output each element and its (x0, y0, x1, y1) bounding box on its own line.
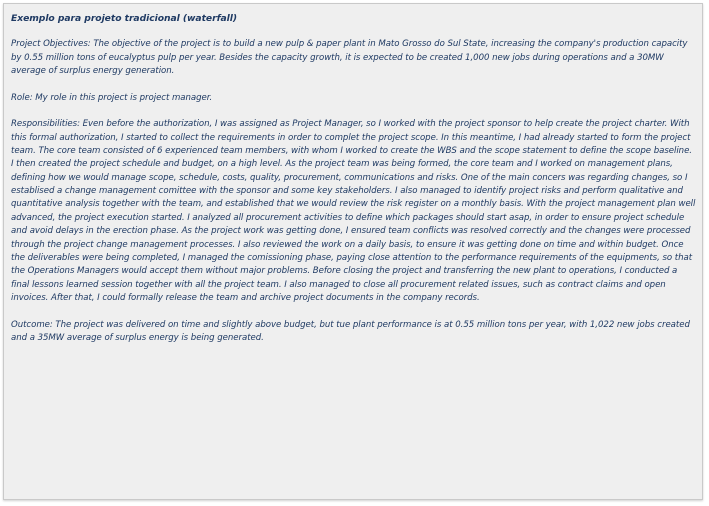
text-panel (3, 3, 703, 500)
paragraph-outcome: Outcome: The project was delivered on time and slightly above budget, but tue plant performance is at 0.55 million tons per year, with 1,022 new jobs created and a 35MW average of surplus energy is being generated. (11, 319, 690, 343)
paragraph-responsibilities: Responsibilities: Even before the authorization, I was assigned as Project Manager, so I worked with the project sponsor to help create the project charter. With this formal authorization, I started to collect the requirements in order to complet the project scope. In this meantime, I had already started to form the project team. The core team consisted of 6 experienced team members, with whom I worked to create the WBS and the scope statement to define the scope baseline. I then created the project schedule and budget, on a high level. As the project team was being formed, the core team and I worked on management plans, defining how we would manage scope, schedule, costs, quality, procurement, communications and risks. One of the main concers was regarding changes, so I establised a change management comittee with the sponsor and some key stakeholders. I also managed to identify project risks and perform qualitative and quantitative analysis together with the team, and established that we would review the risk register on a monthly basis. With the project management plan well advanced, the project execution started. I analyzed all procurement activities to define which packages should start asap, in order to ensure project schedule and avoid delays in the erection phase. As the project work was getting done, I ensured team conflicts was resolved correctly and the changes were processed through the project change management processes. I also reviewed the work on a daily basis, to ensure it was getting done on time and within budget. Once the deliverables were being completed, I managed the comissioning phase, paying close attention to the performance requirements of the equipments, so that the Operations Managers would accept them without major problems. Before closing the project and transferring the new plant to operations, I conducted a final lessons learned session together with all the project team. I also managed to close all procurement related issues, such as contract claims and open invoices. After that, I could formally release the team and archive project documents in the company records. (11, 119, 696, 303)
paragraph-role: Role: My role in this project is project manager. (11, 92, 213, 103)
paragraph-objectives: Project Objectives: The objective of the project is to build a new pulp & paper plant in Mato Grosso do Sul State, increasing the company's production capacity by 0.55 million tons of eucalyptus pulp per year. Besides the capacity growth, it is expected to be created 1,000 new jobs during operations and a 30MW average of surplus energy generation. (11, 39, 688, 77)
document-body (11, 12, 697, 345)
document-title: Exemplo para projeto tradicional (waterfall) (11, 13, 238, 24)
